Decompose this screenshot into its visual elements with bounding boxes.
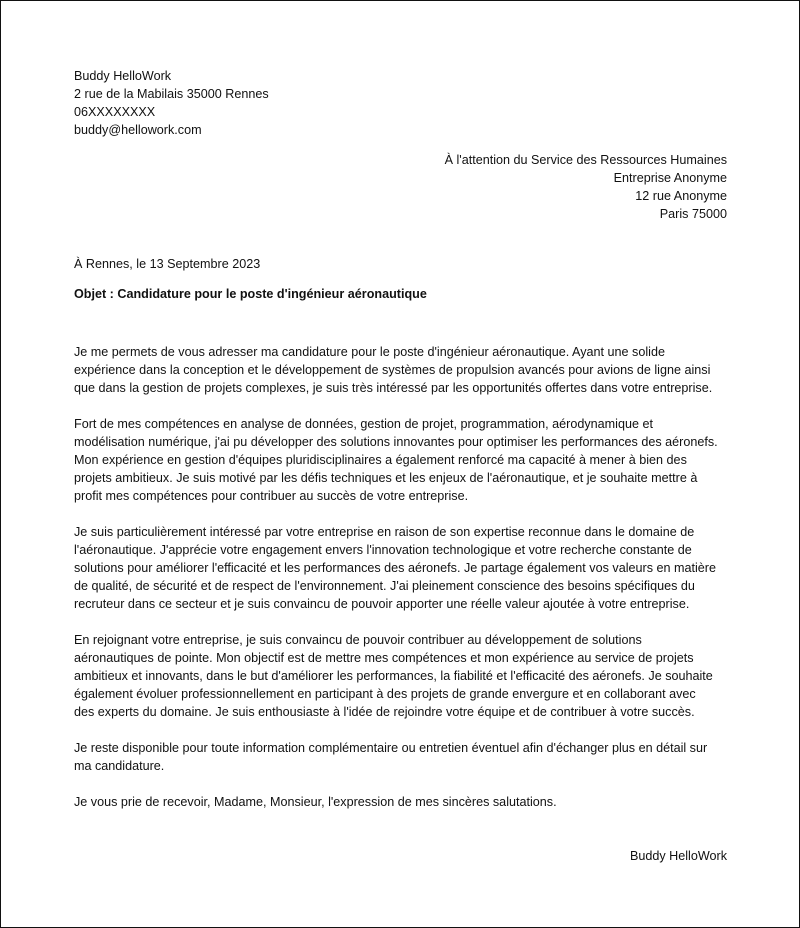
paragraph-line: des experts du domaine. Je suis enthousiaste à l'idée de rejoindre votre équipe et de contribuer à votre succès. [74,705,695,719]
paragraph-line: profit mes compétences pour contribuer au succès de votre entreprise. [74,489,469,503]
paragraph-line: modélisation numérique, j'ai pu développer des solutions innovantes pour optimiser les performances des aéronefs. [74,435,718,449]
paragraph-line: ma candidature. [74,759,165,773]
paragraph-line: aéronautiques de pointe. Mon objectif est de mettre mes compétences et mon expérience au service de projets [74,651,694,665]
body-paragraph [74,415,734,505]
sender-name: Buddy HelloWork [74,69,172,83]
paragraph-line: En rejoignant votre entreprise, je suis convaincu de pouvoir contribuer au développement de solutions [74,633,642,647]
paragraph-line: Je vous prie de recevoir, Madame, Monsieur, l'expression de mes sincères salutations. [74,795,557,809]
paragraph-line: projets ambitieux. Je suis motivé par les défis techniques et les enjeux de l'aéronautique, et je souhaite mettre à [74,471,698,485]
sender-address: 2 rue de la Mabilais 35000 Rennes [74,87,269,101]
body-paragraph [74,793,734,811]
letter-subject: Objet : Candidature pour le poste d'ingénieur aéronautique [74,287,427,301]
paragraph-line: Je me permets de vous adresser ma candidature pour le poste d'ingénieur aéronautique. Ayant une solide [74,345,665,359]
body-paragraph [74,523,734,613]
paragraph-line: Fort de mes compétences en analyse de données, gestion de projet, programmation, aérodynamique et [74,417,653,431]
recipient-city: Paris 75000 [659,207,727,221]
paragraph-line: que dans la gestion de projets complexes, je suis très intéressé par les opportunités offertes dans votre entreprise. [74,381,713,395]
body-paragraph [74,631,734,721]
paragraph-line: recruteur dans ce secteur et je suis convaincu de pouvoir apporter une réelle valeur ajoutée à votre entreprise. [74,597,690,611]
recipient-company: Entreprise Anonyme [613,171,727,185]
paragraph-line: Mon expérience en gestion d'équipes pluridisciplinaires a également renforcé ma capacité à mener à bien des [74,453,687,467]
paragraph-line: expérience dans la conception et le développement de systèmes de propulsion avancés pour avions de ligne ainsi [74,363,711,377]
letter-body [74,343,734,829]
paragraph-line: solutions pour améliorer l'efficacité et les performances des aéronefs. Je partage également vos valeurs en matière [74,561,716,575]
paragraph-line: de qualité, de sécurité et de respect de l'environnement. J'ai pleinement conscience des besoins spécifiques du [74,579,695,593]
paragraph-line: Je suis particulièrement intéressé par votre entreprise en raison de son expertise reconnue dans le domaine de [74,525,695,539]
body-paragraph [74,343,734,397]
sender-phone: 06XXXXXXXX [74,105,156,119]
recipient-attention: À l'attention du Service des Ressources Humaines [444,153,727,167]
paragraph-line: l'aéronautique. J'apprécie votre engagement envers l'innovation technologique et votre recherche constante de [74,543,692,557]
letter-date: À Rennes, le 13 Septembre 2023 [74,257,261,271]
paragraph-line: ambitieux et innovants, dans le but d'améliorer les performances, la fiabilité et l'efficacité des aéronefs. Je souhaite [74,669,713,683]
sender-block [74,67,269,139]
signature: Buddy HelloWork [629,849,727,863]
body-paragraph [74,739,734,775]
paragraph-line: également évoluer professionnellement en participant à des projets de grande envergure et en collaborant avec [74,687,696,701]
sender-email: buddy@hellowork.com [74,123,202,137]
recipient-street: 12 rue Anonyme [635,189,727,203]
paragraph-line: Je reste disponible pour toute information complémentaire ou entretien éventuel afin d'échanger plus en détail sur [74,741,708,755]
recipient-block [445,151,727,223]
